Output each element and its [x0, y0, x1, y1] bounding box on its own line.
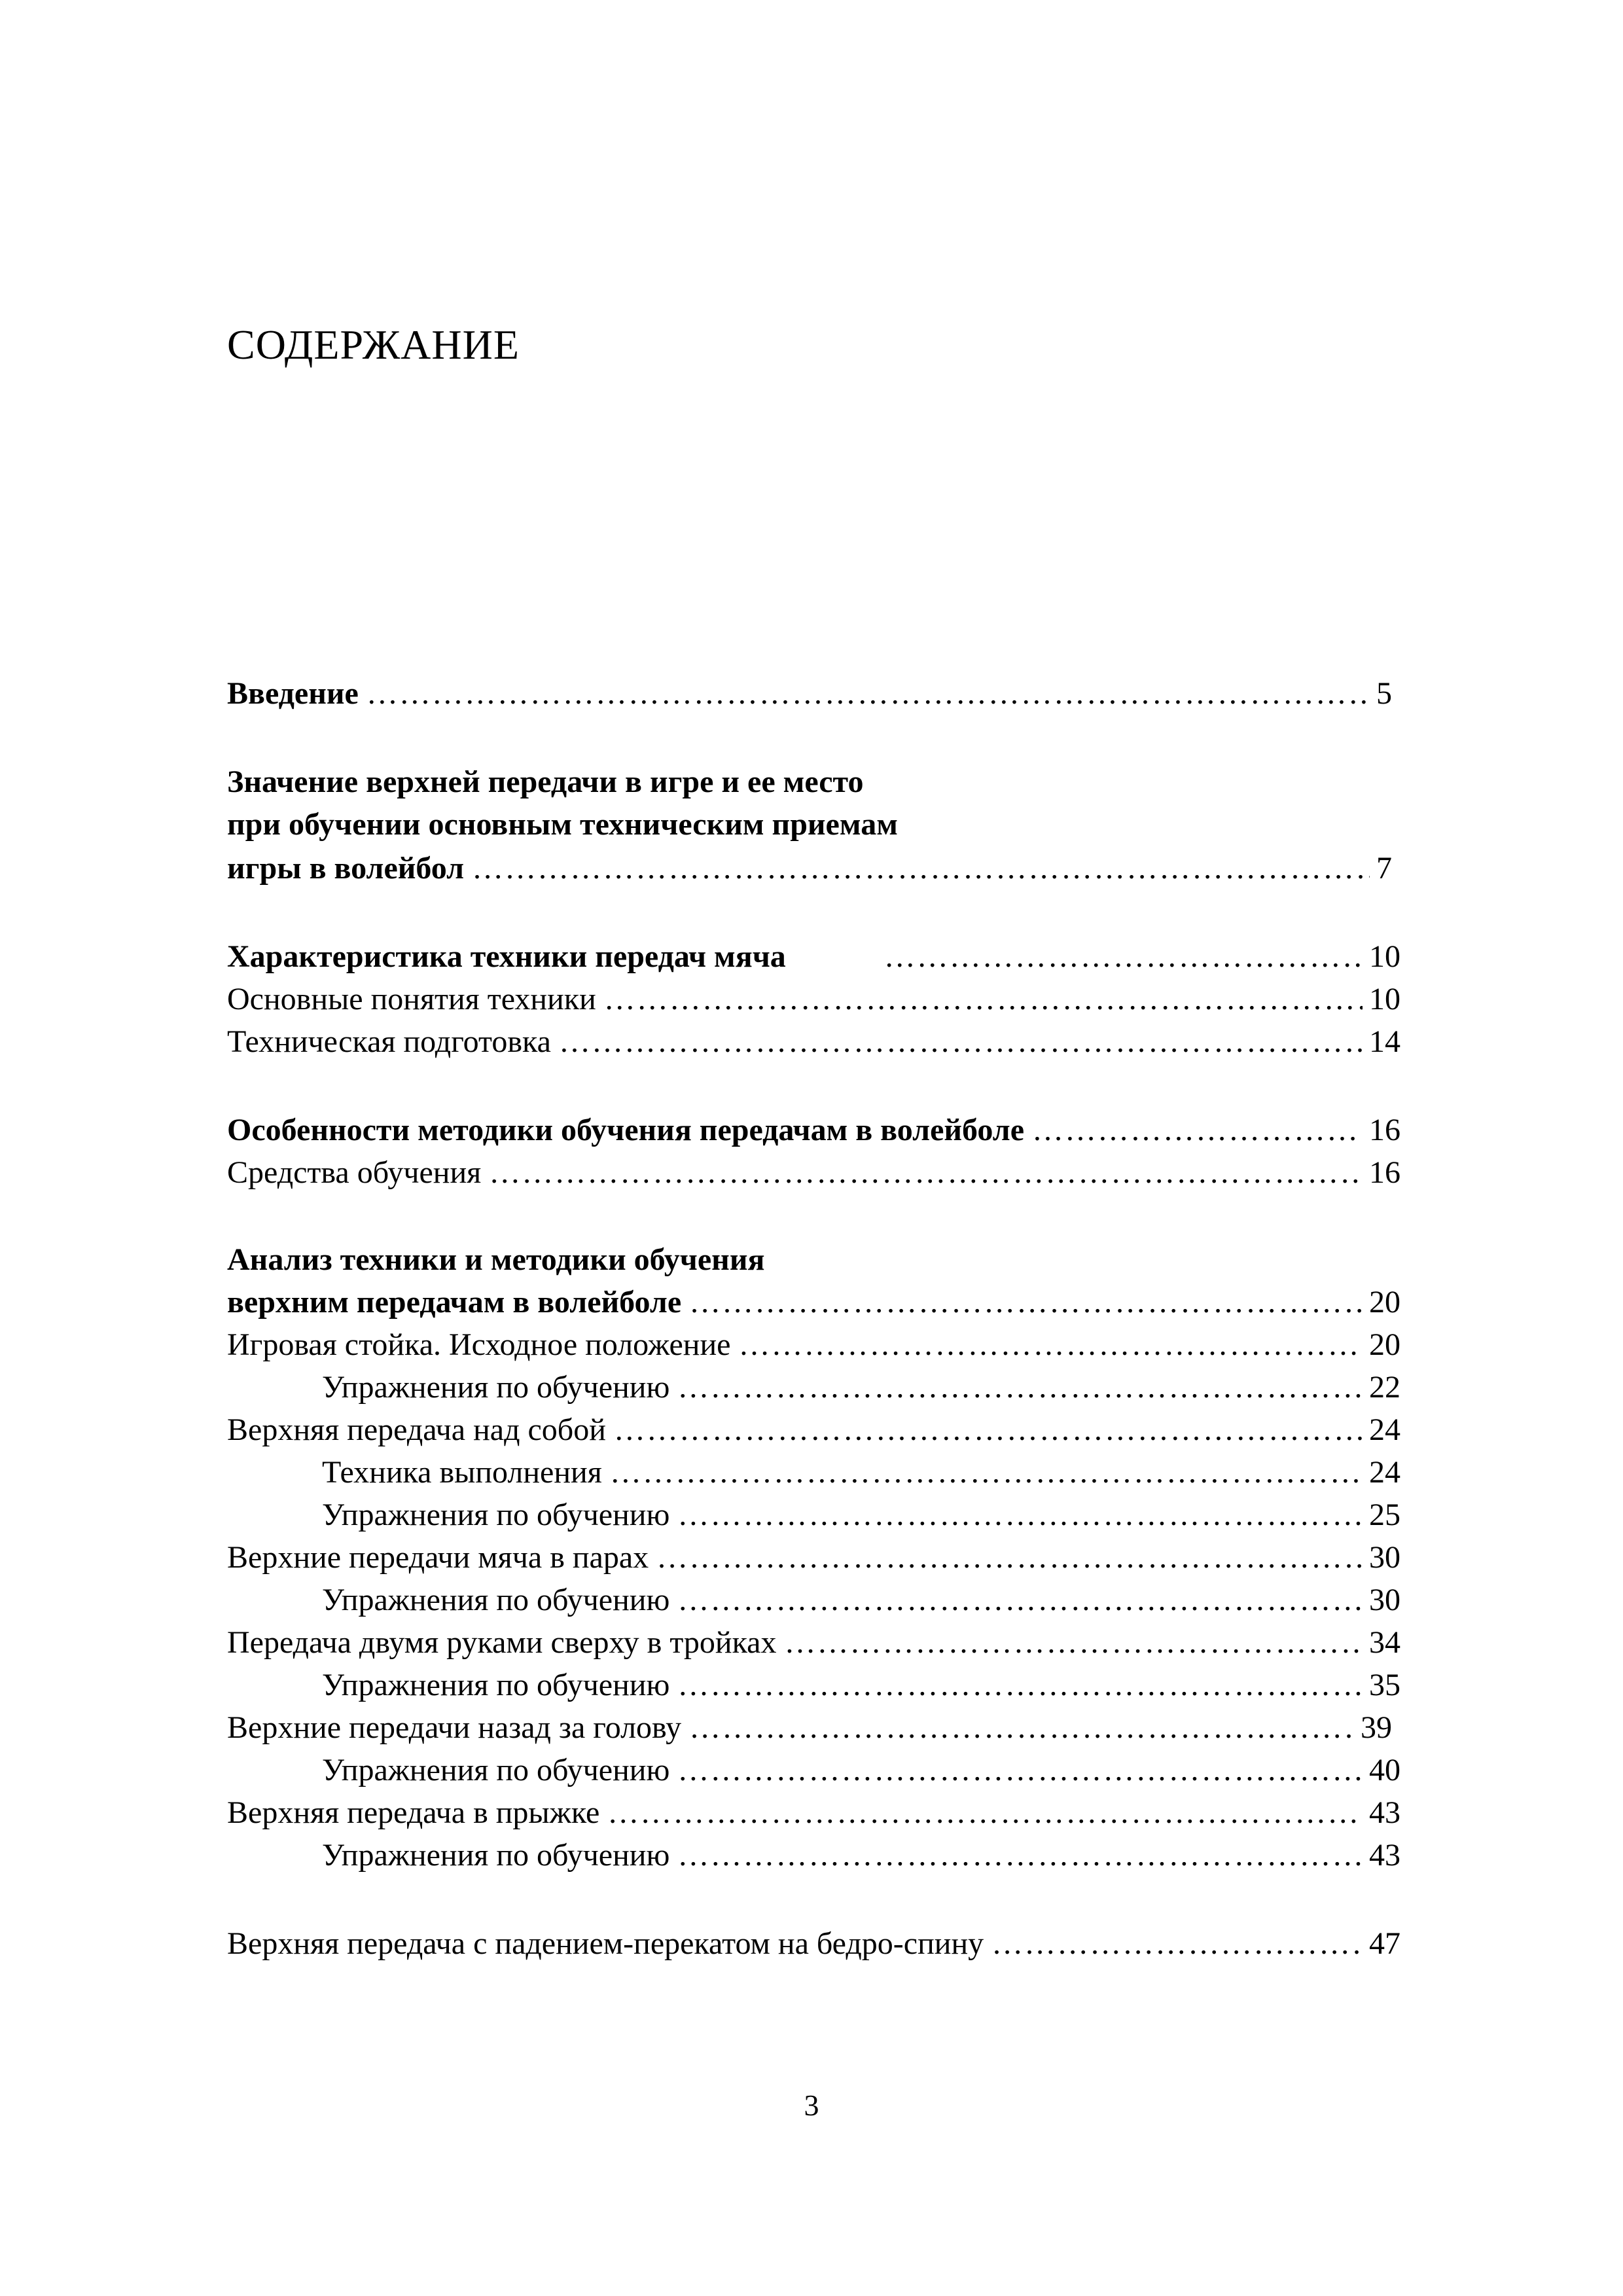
dot-leader: [489, 1153, 1363, 1193]
dot-leader: [677, 1368, 1363, 1407]
toc-entry-page: 10: [1369, 939, 1400, 974]
toc-entry-page: 14: [1369, 1024, 1400, 1059]
toc-entry-page: 24: [1369, 1412, 1400, 1447]
toc-entry-label: Упражнения по обучению: [322, 1668, 670, 1702]
toc-entry-fall-roll-pass[interactable]: [227, 1924, 1400, 1964]
dot-leader: [1032, 1111, 1363, 1150]
toc-entry-significance-line-3[interactable]: [227, 849, 1392, 888]
toc-entry-page: 7: [1376, 851, 1392, 886]
toc-entry-page: 30: [1369, 1540, 1400, 1575]
toc-entry-label: Значение верхней передачи в игре и ее место: [227, 764, 864, 799]
dot-leader: [677, 1666, 1363, 1705]
toc-entry-label: Верхняя передача в прыжке: [227, 1795, 600, 1830]
toc-entry-methodology-features[interactable]: [227, 1111, 1400, 1150]
page-title: СОДЕРЖАНИЕ: [227, 321, 520, 368]
dot-leader: [610, 1453, 1363, 1492]
toc-entry-two-hands-triples[interactable]: [227, 1623, 1400, 1662]
toc-entry-label: Техническая подготовка: [227, 1024, 551, 1059]
toc-entry-label: Игровая стойка. Исходное положение: [227, 1327, 731, 1362]
toc-entry-label: Средства обучения: [227, 1155, 482, 1190]
toc-entry-label: при обучении основным техническим приемам: [227, 807, 898, 842]
toc-entry-exercises[interactable]: [322, 1368, 1400, 1407]
toc-entry-label: Передача двумя руками сверху в тройках: [227, 1625, 777, 1660]
toc-entry-exercises[interactable]: [322, 1836, 1400, 1875]
page-number: 3: [804, 2089, 819, 2122]
toc-entry-page: 47: [1369, 1926, 1400, 1961]
toc-entry-page: 10: [1369, 982, 1400, 1016]
toc-entry-page: 22: [1369, 1370, 1400, 1405]
toc-entry-overhead-pass-pairs[interactable]: [227, 1538, 1400, 1577]
toc-entry-page: 35: [1369, 1668, 1400, 1702]
toc-entry-page: 20: [1369, 1327, 1400, 1362]
toc-entry-page: 40: [1369, 1753, 1400, 1787]
dot-leader: [604, 980, 1363, 1019]
toc-entry-label: Особенности методики обучения передачам в волейболе: [227, 1113, 1024, 1147]
dot-leader: [366, 674, 1370, 713]
dot-leader: [991, 1924, 1363, 1964]
toc-entry-basic-concepts[interactable]: [227, 980, 1400, 1019]
toc-entry-label: Анализ техники и методики обучения: [227, 1242, 765, 1277]
toc-entry-exercises[interactable]: [322, 1751, 1400, 1790]
toc-entry-label: Упражнения по обучению: [322, 1498, 670, 1532]
toc-entry-page: 30: [1369, 1583, 1400, 1617]
toc-entry-significance-line-1[interactable]: [227, 762, 864, 802]
dot-leader: [884, 937, 1363, 977]
toc-entry-label: Упражнения по обучению: [322, 1838, 670, 1873]
dot-leader: [689, 1708, 1354, 1748]
toc-entry-label: Характеристика техники передач мяча: [227, 939, 786, 974]
toc-entry-exercises[interactable]: [322, 1581, 1400, 1620]
toc-entry-backward-pass[interactable]: [227, 1708, 1392, 1748]
toc-entry-label: Упражнения по обучению: [322, 1583, 670, 1617]
toc-entry-label: Верхние передачи назад за голову: [227, 1710, 682, 1745]
dot-leader: [784, 1623, 1363, 1662]
toc-entry-training-means[interactable]: [227, 1153, 1400, 1193]
toc-entry-label: Верхние передачи мяча в парах: [227, 1540, 649, 1575]
toc-entry-label: Верхняя передача над собой: [227, 1412, 606, 1447]
toc-entry-label: игры в волейбол: [227, 851, 465, 886]
toc-entry-page: 16: [1369, 1113, 1400, 1147]
toc-entry-page: 16: [1369, 1155, 1400, 1190]
toc-entry-exercises[interactable]: [322, 1666, 1400, 1705]
toc-entry-label: Введение: [227, 676, 359, 711]
dot-leader: [677, 1751, 1363, 1790]
toc-entry-page: 43: [1369, 1838, 1400, 1873]
toc-entry-execution-technique[interactable]: [322, 1453, 1400, 1492]
toc-entry-label: Основные понятия техники: [227, 982, 596, 1016]
dot-leader: [607, 1793, 1363, 1833]
toc-entry-technical-training[interactable]: [227, 1022, 1400, 1062]
toc-entry-label: верхним передачам в волейболе: [227, 1285, 682, 1319]
toc-entry-page: 39: [1361, 1710, 1392, 1745]
dot-leader: [677, 1836, 1363, 1875]
toc-entry-page: 34: [1369, 1625, 1400, 1660]
toc-entry-label: Верхняя передача с падением-перекатом на бедро-спину: [227, 1926, 984, 1961]
dot-leader: [559, 1022, 1363, 1062]
toc-entry-page: 25: [1369, 1498, 1400, 1532]
dot-leader: [738, 1325, 1363, 1365]
dot-leader: [689, 1283, 1363, 1322]
toc-entry-jump-pass[interactable]: [227, 1793, 1400, 1833]
toc-entry-label: Упражнения по обучению: [322, 1370, 670, 1405]
toc-entry-analysis-line-1[interactable]: [227, 1240, 764, 1280]
toc-entry-technique-characteristics[interactable]: [227, 937, 1400, 977]
toc-entry-page: 20: [1369, 1285, 1400, 1319]
toc-entry-page: 24: [1369, 1455, 1400, 1490]
toc-entry-significance-line-2[interactable]: [227, 805, 898, 844]
toc-entry-introduction[interactable]: [227, 674, 1392, 713]
dot-leader: [677, 1581, 1363, 1620]
dot-leader: [677, 1496, 1363, 1535]
toc-entry-analysis-line-2[interactable]: [227, 1283, 1400, 1322]
toc-entry-game-stance[interactable]: [227, 1325, 1400, 1365]
dot-leader: [472, 849, 1370, 888]
toc-entry-label: Техника выполнения: [322, 1455, 602, 1490]
table-of-contents: [227, 0, 1405, 2296]
toc-entry-page: 5: [1376, 676, 1392, 711]
toc-entry-page: 43: [1369, 1795, 1400, 1830]
toc-entry-exercises[interactable]: [322, 1496, 1400, 1535]
dot-leader: [656, 1538, 1363, 1577]
toc-entry-label: Упражнения по обучению: [322, 1753, 670, 1787]
dot-leader: [614, 1410, 1363, 1450]
toc-entry-overhead-pass-self[interactable]: [227, 1410, 1400, 1450]
